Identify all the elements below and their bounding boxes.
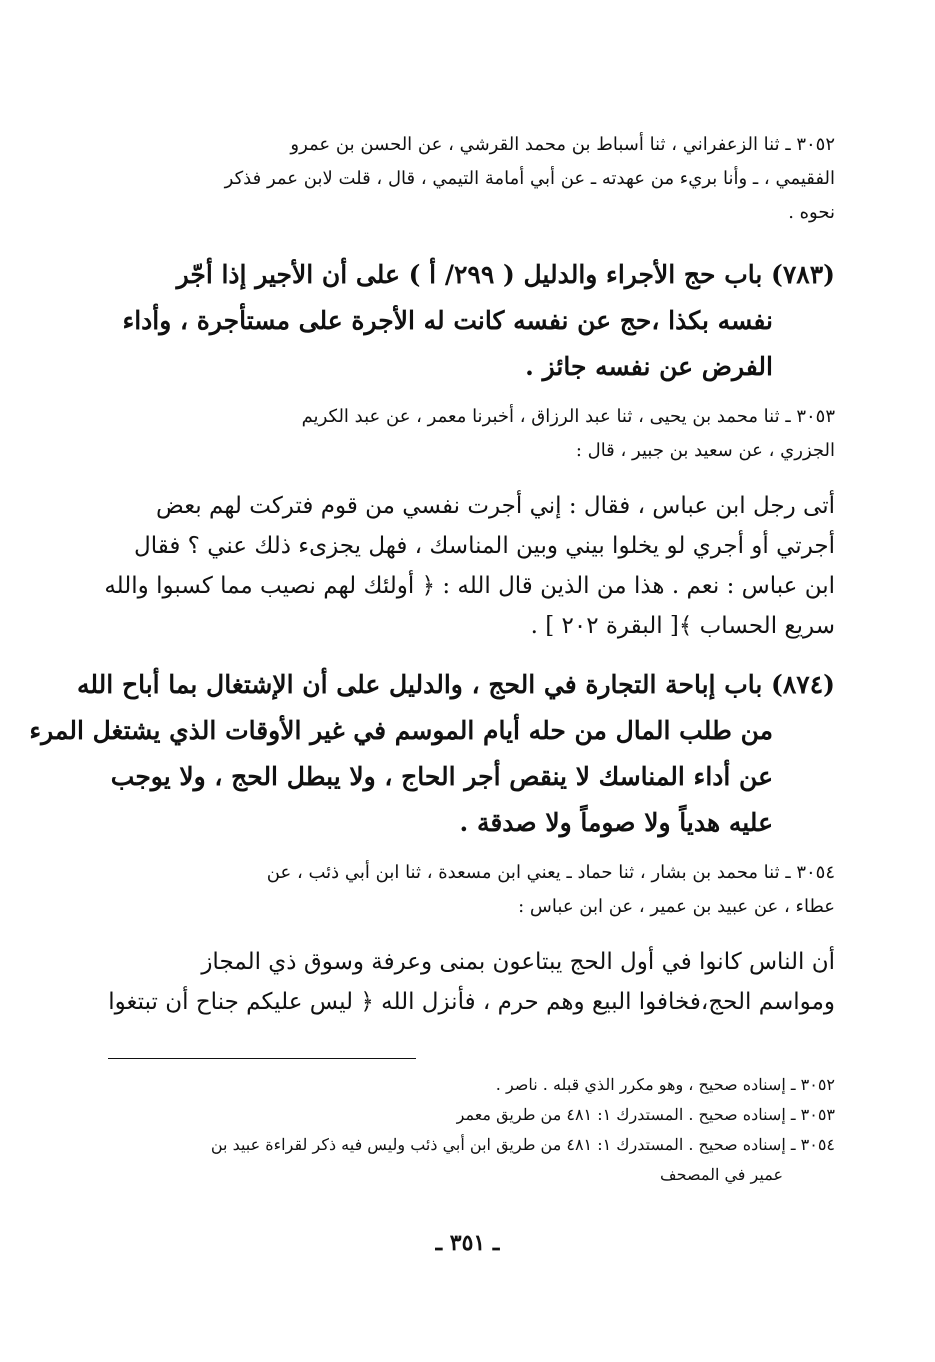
heading-line: نفسه بكذا ،حج عن نفسه كانت له الأجرة على مستأجرة ، وأداء [122,306,773,335]
text-line: الفقيمي ، ـ وأنا بريء من عهدته ـ عن أبي أمامة التيمي ، قال ، قلت لابن عمر فذكر [224,168,835,189]
heading-line: عليه هدياً ولا صوماً ولا صدقة . [459,808,773,837]
heading-line: عن أداء المناسك لا ينقص أجر الحاج ، ولا يبطل الحج ، ولا يوجب [110,762,773,791]
page-number: ـ ٣٥١ ـ [435,1230,500,1256]
text-line: ومواسم الحج،فخافوا البيع وهم حرم ، فأنزل الله ﴿ ليس عليكم جناح أن تبتغوا [108,989,835,1015]
footnote-line: عمير في المصحف [660,1165,783,1184]
heading-line: (٨٧٤) باب إباحة التجارة في الحج ، والدليل على أن الإشتغال بما أباح الله [77,670,835,699]
text-line: أن الناس كانوا في أول الحج يبتاعون بمنى وعرفة وسوق ذي المجاز [201,949,835,975]
footnote-line: ٣٠٥٢ ـ إسناده صحيح ، وهو مكرر الذي قبله . ناصر . [495,1075,835,1094]
hadith-3053 [165,400,835,468]
heading-line: من طلب المال من حله أيام الموسم في غير الأوقات الذي يشتغل المرء [29,716,773,745]
heading-line: الفرض عن نفسه جائز . [525,352,773,381]
text-line: ابن عباس : نعم . هذا من الذين قال الله : ﴿ أولئك لهم نصيب مما كسبوا والله [104,573,835,599]
chapter-heading-783 [122,252,835,390]
heading-line: (٧٨٣) باب حج الأجراء والدليل ( ٢٩٩/ أ ) على أن الأجير إذا أجّر [176,260,835,289]
hadith-3054-text [108,942,835,1022]
footnote-separator [108,1058,416,1059]
text-line: أتى رجل ابن عباس ، فقال : إني أجرت نفسي من قوم فتركت لهم بعض [156,493,835,519]
footnote-line: ٣٠٥٣ ـ إسناده صحيح . المستدرك ١: ٤٨١ من طريق معمر [456,1105,835,1124]
footnotes [165,1070,835,1190]
text-line: الجزري ، عن سعيد بن جبير ، قال : [575,440,835,461]
chapter-heading-874 [29,662,835,846]
hadith-3054 [165,856,835,924]
hadith-3053-text [104,486,835,646]
hadith-3052 [165,128,835,230]
text-line: سريع الحساب ﴾[ البقرة ٢٠٢ ] . [530,613,835,639]
footnote-line: ٣٠٥٤ ـ إسناده صحيح . المستدرك ١: ٤٨١ من طريق ابن أبي ذئب وليس فيه ذكر لقراءة عبيد بن [210,1135,835,1154]
text-line: نحوه . [788,202,835,223]
text-line: عطاء ، عن عبيد بن عمير ، عن ابن عباس : [518,896,835,917]
text-line: أجرتي أو أجري لو يخلوا بيني وبين المناسك ، فهل يجزىء ذلك عني ؟ فقال [134,533,835,559]
text-line: ٣٠٥٤ ـ ثنا محمد بن بشار ، ثنا حماد ـ يعني ابن مسعدة ، ثنا ابن أبي ذئب ، عن [266,862,835,883]
text-line: ٣٠٥٣ ـ ثنا محمد بن يحيى ، ثنا عبد الرزاق ، أخبرنا معمر ، عن عبد الكريم [301,406,835,427]
text-line: ٣٠٥٢ ـ ثنا الزعفراني ، ثنا أسباط بن محمد القرشي ، عن الحسن بن عمرو [290,134,835,155]
